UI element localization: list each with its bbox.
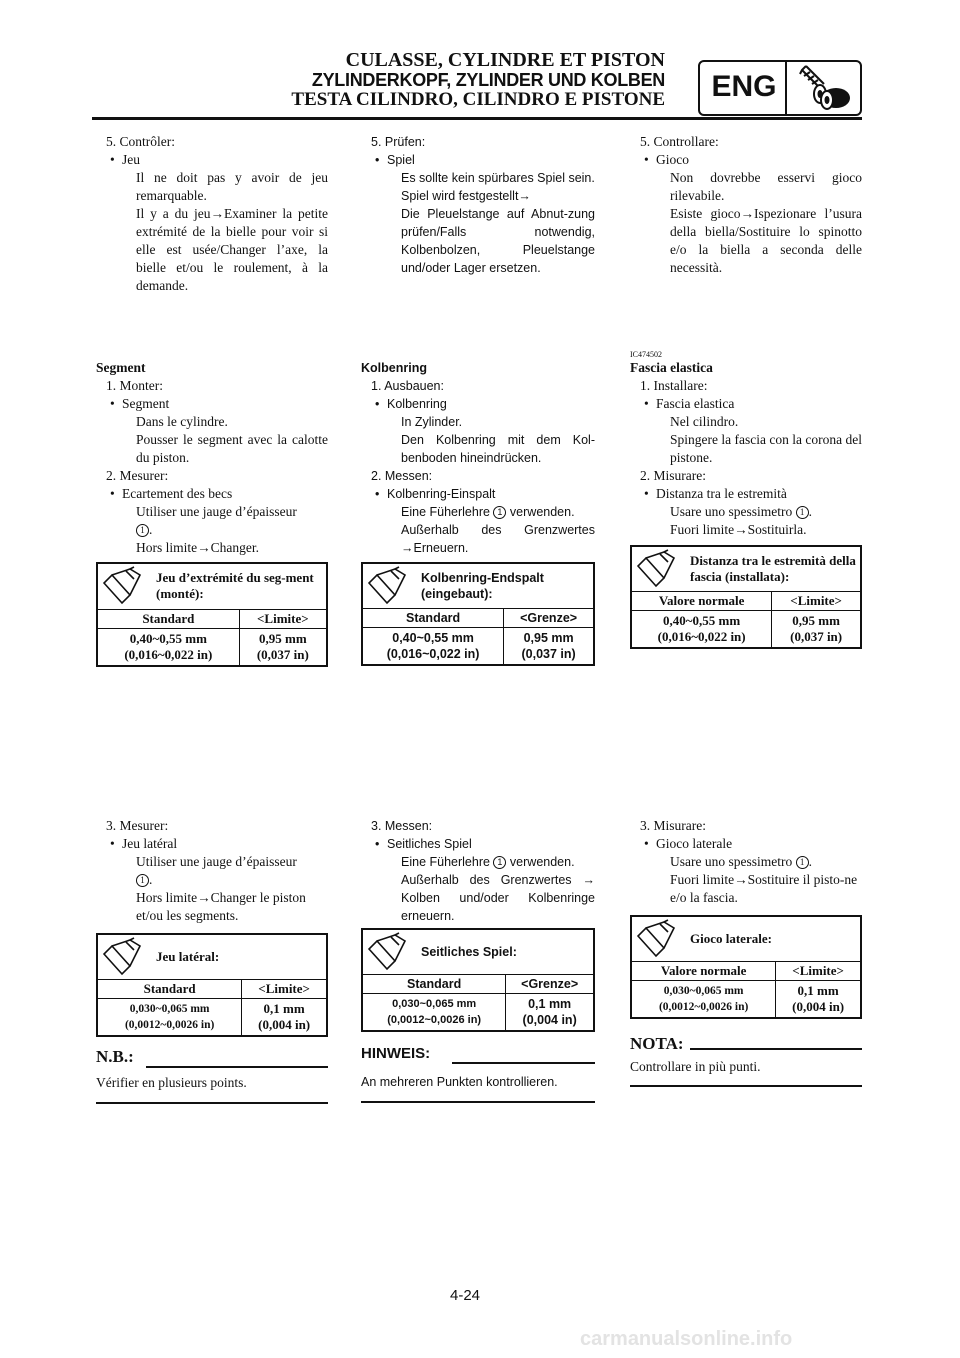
de-s5-text2: Spiel wird festgestellt→ — [401, 189, 531, 203]
header-title-de: ZYLINDERKOPF, ZYLINDER UND KOLBEN — [311, 70, 665, 90]
fr-note-text: Vérifier en plusieurs points. — [96, 1075, 247, 1090]
feeler-gauge-icon — [365, 565, 415, 607]
fr-s5-item: • Jeu — [96, 151, 328, 169]
de-spec-table-endgap — [361, 562, 595, 666]
de-s2-text2: Außerhalb des Grenzwertes →Erneuern. — [401, 523, 595, 555]
it-s1-item: • Fascia elastica — [630, 395, 862, 413]
fr-s3-item: • Jeu latéral — [96, 835, 328, 853]
it-spec2-v1b: (0,0012~0,0026 in) — [658, 1001, 749, 1013]
it-spec2-title: Gioco laterale: — [690, 931, 772, 946]
fr-s3-title: 3. Mesurer: — [106, 818, 169, 833]
de-spec2-v2a: 0,1 mm — [528, 997, 572, 1011]
de-s3-item: • Seitliches Spiel — [361, 835, 595, 853]
fr-s2-text1: Utiliser une jauge d’épaisseur 1 . — [136, 504, 297, 537]
fr-spec2-h2: <Limite> — [242, 980, 327, 999]
de-s5-title: 5. Prüfen: — [371, 135, 426, 149]
de-spec1-h1: Standard — [362, 609, 504, 628]
it-spec1-v1a: 0,40~0,55 mm — [663, 613, 741, 628]
fr-s3-text2: Hors limite→Changer le piston et/ou les segments. — [136, 890, 306, 923]
it-spec2-h2: <Limite> — [776, 962, 861, 981]
fr-spec1-h1: Standard — [97, 609, 239, 628]
callout-number: 1 — [493, 506, 506, 519]
de-s1-title: 1. Ausbauen: — [371, 379, 444, 393]
callout-number: 1 — [136, 524, 149, 537]
de-s3-title: 3. Messen: — [371, 819, 433, 833]
fr-s1-text1: Dans le cylindre. — [136, 414, 228, 429]
fr-spec1-v1b: (0,016~0,022 in) — [124, 646, 213, 662]
de-segment-title: Kolbenring — [361, 361, 427, 375]
de-spec1-h2: <Grenze> — [504, 609, 594, 628]
header-title-fr: CULASSE, CYLINDRE ET PISTON — [345, 49, 665, 71]
fr-s3-text1: Utiliser une jauge d’épaisseur 1 . — [136, 854, 297, 887]
de-s2-title: 2. Messen: — [371, 469, 433, 483]
de-s2-item: • Kolbenring-Einspalt — [361, 485, 595, 503]
fr-section-5 — [96, 133, 328, 295]
it-section-5 — [630, 133, 862, 277]
fr-note-rule-bottom — [96, 1102, 328, 1104]
de-spec-table-sidegap — [361, 928, 595, 1032]
de-spec1-v1b: (0,016~0,022 in) — [386, 647, 480, 661]
it-s2-text1: Usare uno spessimetro 1 . — [670, 504, 812, 519]
it-spec1-h1: Valore normale — [631, 592, 772, 611]
fr-spec2-v1a: 0,030~0,065 mm — [129, 1003, 210, 1015]
it-spec1-title: Distanza tra le estremità della fascia (installata): — [690, 553, 856, 584]
fr-s2-text2: Hors limite→Changer. — [136, 540, 259, 555]
de-s5-text1: Es sollte kein spürbares Spiel sein. — [401, 171, 595, 185]
fr-spec2-v2b: (0,004 in) — [258, 1017, 311, 1032]
de-s1-item: • Kolbenring — [361, 395, 595, 413]
de-spec2-h1: Standard — [362, 975, 506, 994]
header-rule — [92, 117, 862, 120]
feeler-gauge-icon — [634, 548, 684, 590]
page-number: 4-24 — [450, 1287, 481, 1304]
it-note-text: Controllare in più punti. — [630, 1059, 761, 1074]
feeler-gauge-icon — [365, 931, 415, 973]
callout-number: 1 — [493, 856, 506, 869]
page-header — [291, 50, 665, 110]
fr-s2-title: 2. Mesurer: — [106, 468, 169, 483]
de-note-text: An mehreren Punkten kontrollieren. — [361, 1075, 558, 1089]
fr-s1-text2: Pousser le segment avec la calotte du piston. — [136, 432, 328, 465]
it-s5-item: • Gioco — [630, 151, 862, 169]
it-s3-item: • Gioco laterale — [630, 835, 862, 853]
it-section-code: IC474502 — [630, 350, 662, 359]
it-s1-title: 1. Installare: — [640, 378, 708, 393]
de-s5-item: • Spiel — [361, 151, 595, 169]
fr-spec2-title: Jeu latéral: — [156, 949, 220, 964]
de-note-rule-top — [452, 1062, 595, 1064]
fr-spec1-h2: <Limite> — [239, 609, 327, 628]
it-section-3 — [630, 817, 862, 907]
fr-spec1-v2a: 0,95 mm — [258, 630, 307, 646]
de-spec1-v2a: 0,95 mm — [523, 631, 574, 645]
it-s5-title: 5. Controllare: — [640, 134, 719, 149]
feeler-gauge-icon — [100, 936, 150, 978]
fr-spec2-v2a: 0,1 mm — [263, 1001, 305, 1016]
de-spec2-h2: <Grenze> — [506, 975, 594, 994]
it-s5-text2: Esiste gioco→Ispezionare l’usura della biella/Sostituire lo spinotto e/o la biella a seconda delle necessità. — [670, 206, 862, 275]
fr-segment-section — [96, 359, 328, 557]
it-s1-text2: Spingere la fascia con la corona del pistone. — [670, 432, 862, 465]
fr-s1-item: • Segment — [96, 395, 328, 413]
de-spec2-title: Seitliches Spiel: — [421, 945, 517, 959]
it-s1-text1: Nel cilindro. — [670, 414, 739, 429]
it-note-rule-top — [690, 1048, 862, 1050]
fr-s5-text2: Il y a du jeu→Examiner la petite extrémité de la bielle pour voir si elle est usée/Changer l’axe, la bielle et/ou le roulement, à la demande. — [136, 206, 328, 293]
de-section-3 — [361, 817, 595, 925]
fr-section-3 — [96, 817, 328, 925]
fr-note-rule-top — [146, 1066, 328, 1068]
de-s3-text1: Eine Füherlehre 1 verwenden. — [401, 855, 575, 869]
it-spec1-h2: <Limite> — [772, 592, 861, 611]
fr-spec2-h1: Standard — [97, 980, 242, 999]
it-s3-text1: Usare uno spessimetro 1 . — [670, 854, 812, 869]
it-spec2-v2a: 0,1 mm — [797, 983, 839, 998]
it-fascia-section — [630, 359, 862, 539]
de-spec1-title: Kolbenring-Endspalt (eingebaut): — [421, 571, 544, 601]
fr-s5-title: 5. Contrôler: — [106, 134, 175, 149]
section-badge-divider — [785, 62, 787, 114]
section-badge-label: ENG — [711, 70, 777, 103]
it-spec-table-endgap — [630, 545, 862, 649]
de-section-5 — [361, 133, 595, 277]
it-note-rule-bottom — [630, 1085, 862, 1087]
engine-piston-icon — [792, 62, 858, 114]
fr-segment-title: Segment — [96, 360, 146, 375]
de-spec1-v2b: (0,037 in) — [521, 647, 576, 661]
it-spec1-v2b: (0,037 in) — [790, 629, 843, 644]
it-s5-text1: Non dovrebbe esservi gioco rilevabile. — [670, 170, 862, 203]
de-spec2-v2b: (0,004 in) — [522, 1013, 577, 1027]
it-spec2-v1a: 0,030~0,065 mm — [663, 985, 744, 997]
it-spec1-v1b: (0,016~0,022 in) — [657, 629, 746, 644]
de-s1-text2: Den Kolbenring mit dem Kol-benboden hineindrücken. — [401, 433, 595, 465]
de-spec2-v1b: (0,0012~0,0026 in) — [387, 1014, 482, 1026]
watermark: carmanualsonline.info — [580, 1328, 793, 1350]
fr-spec-table-sidegap — [96, 933, 328, 1037]
de-spec2-v1a: 0,030~0,065 mm — [392, 998, 477, 1010]
it-note-title: NOTA: — [630, 1034, 684, 1053]
it-s3-text2: Fuori limite→Sostituire il pisto-ne e/o la fascia. — [670, 872, 858, 905]
fr-spec1-v1a: 0,40~0,55 mm — [129, 630, 207, 646]
it-spec1-v2a: 0,95 mm — [792, 613, 840, 628]
it-spec-table-sidegap — [630, 915, 862, 1019]
feeler-gauge-icon — [100, 565, 150, 607]
fr-s5-text1: Il ne doit pas y avoir de jeu remarquable. — [136, 170, 328, 203]
de-note-title: HINWEIS: — [361, 1045, 431, 1062]
fr-s1-title: 1. Monter: — [106, 378, 163, 393]
de-s3-text2: Außerhalb des Grenzwertes → Kolben und/oder Kolbenringe erneuern. — [401, 873, 595, 923]
it-s3-title: 3. Misurare: — [640, 818, 706, 833]
it-spec2-v2b: (0,004 in) — [792, 999, 845, 1014]
de-spec1-v1a: 0,40~0,55 mm — [392, 631, 474, 645]
de-s2-text1: Eine Füherlehre 1 verwenden. — [401, 505, 575, 519]
feeler-gauge-icon — [634, 918, 684, 960]
fr-spec1-v2b: (0,037 in) — [256, 646, 309, 662]
it-s2-text2: Fuori limite→Sostituirla. — [670, 522, 807, 537]
it-s2-item: • Distanza tra le estremità — [630, 485, 862, 503]
fr-spec2-v1b: (0,0012~0,0026 in) — [124, 1019, 215, 1031]
callout-number: 1 — [796, 856, 809, 869]
it-spec2-h1: Valore normale — [631, 962, 776, 981]
de-s1-text1: In Zylinder. — [401, 415, 463, 429]
it-s2-title: 2. Misurare: — [640, 468, 706, 483]
fr-s2-item: • Ecartement des becs — [96, 485, 328, 503]
fr-spec-table-endgap — [96, 562, 328, 667]
de-kolbenring-section — [361, 359, 595, 557]
de-s5-text3: Die Pleuelstange auf Abnut-zung prüfen/Falls notwendig, Kolbenbolzen, Pleuelstange und/oder Lager ersetzen. — [401, 207, 595, 275]
it-segment-title: Fascia elastica — [630, 360, 713, 375]
callout-number: 1 — [796, 506, 809, 519]
fr-spec1-title: Jeu d’extrémité du seg-ment (monté): — [156, 570, 314, 602]
callout-number: 1 — [136, 874, 149, 887]
fr-note-title: N.B.: — [96, 1047, 134, 1066]
header-title-it: TESTA CILINDRO, CILINDRO E PISTONE — [291, 89, 665, 110]
de-note-rule-bottom — [361, 1101, 595, 1103]
